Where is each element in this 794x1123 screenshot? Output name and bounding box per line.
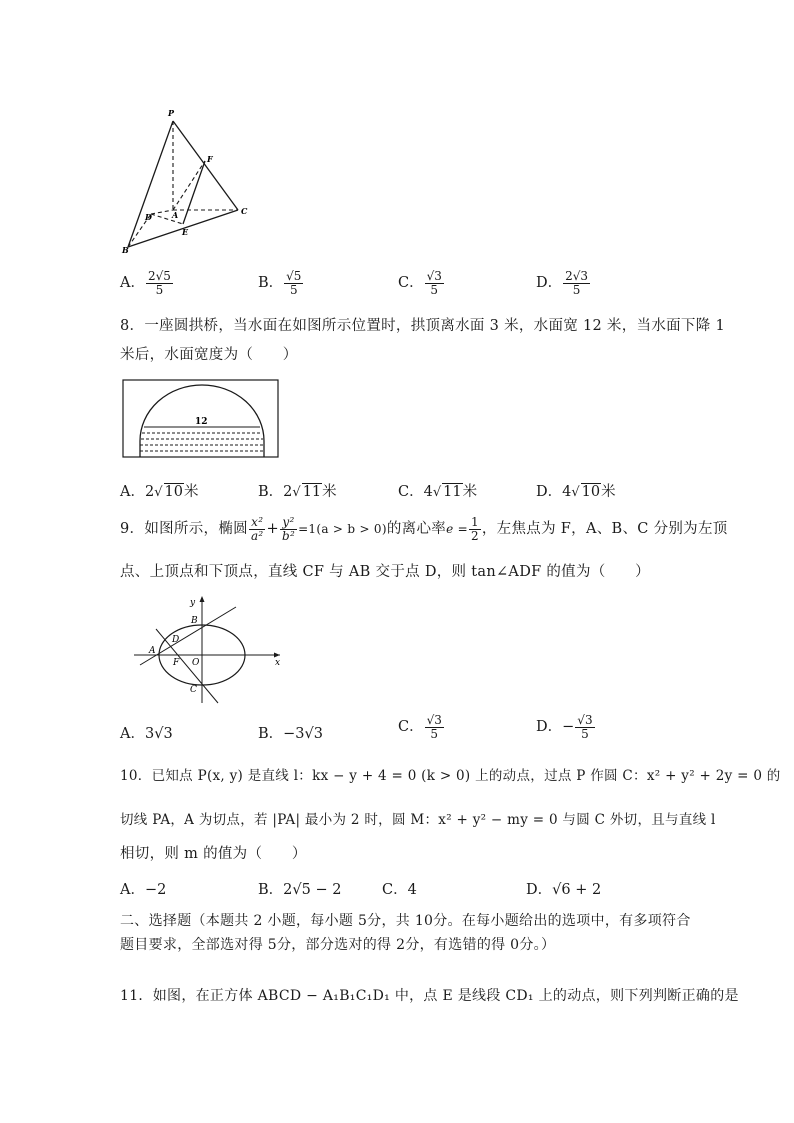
section2-line-1: 二、选择题（本题共 2 小题，每小题 5分，共 10分。在每小题给出的选项中，有多项符合: [120, 913, 691, 929]
ellipse-figure: [130, 593, 290, 705]
label-o: O: [192, 658, 200, 668]
q9-option-b: B．−3√3: [258, 726, 323, 742]
label-a: A: [172, 210, 179, 220]
q10-option-c: C．4: [382, 882, 417, 898]
q7-option-b: B． $\frac{√5}{5}$: [258, 269, 302, 297]
label-d: D: [172, 635, 180, 645]
q9-line-2: 点、上顶点和下顶点，直线 CF 与 AB 交于点 D，则 tan∠ADF 的值为（ ）: [120, 564, 650, 580]
label-p: P: [168, 108, 175, 118]
q9-line-1: 9．如图所示，椭圆 $\frac{\text{x²}}{\text{a²}}$ + $\frac{\text{y²}}{\text{b²}}$ =1(a > b > 0)的离心率e = $\frac{1}{2}$ ，左焦点为 F，A、B、C 分别为左顶: [120, 515, 728, 543]
q7-option-c: C． $\frac{√3}{5}$: [398, 269, 442, 297]
label-c: C: [241, 206, 248, 216]
width-label: 12: [195, 417, 208, 427]
q8-line-2: 米后，水面宽度为（ ）: [120, 347, 298, 363]
arch-bridge-figure: [122, 379, 280, 459]
label-b: B: [191, 616, 198, 626]
label-e: E: [182, 227, 189, 237]
label-c: C: [190, 685, 197, 695]
q9-option-d: D．− $\frac{√3}{5}$: [536, 713, 593, 741]
q9-option-c: C． $\frac{√3}{5}$: [398, 713, 442, 741]
q10-line-2: 切线 PA，A 为切点，若 |PA| 最小为 2 时，圆 M：x² + y² − my = 0 与圆 C 外切，且与直线 l: [120, 812, 716, 828]
section2-line-2: 题目要求，全部选对得 5分，部分选对的得 2分，有选错的得 0分。）: [120, 937, 556, 953]
label-x: x: [275, 658, 281, 668]
pyramid-figure: [118, 104, 258, 254]
q9-option-a: A．3√3: [120, 726, 173, 742]
label-f: F: [173, 658, 180, 668]
q8-line-1: 8．一座圆拱桥，当水面在如图所示位置时，拱顶离水面 3 米，水面宽 12 米，当水面下降 1: [120, 318, 725, 334]
label-y: y: [190, 598, 196, 608]
label-f: F: [207, 154, 213, 164]
q7-option-d: D． $\frac{2√3}{5}$: [536, 269, 589, 297]
q8-option-a: A．2√ 10米: [120, 484, 199, 500]
q10-option-a: A．−2: [120, 882, 167, 898]
label-b: B: [122, 245, 129, 254]
q10-line-3: 相切，则 m 的值为（ ）: [120, 846, 307, 862]
q11-line-1: 11．如图，在正方体 ABCD − A₁B₁C₁D₁ 中，点 E 是线段 CD₁ 上的动点，则下列判断正确的是: [120, 988, 739, 1004]
label-a: A: [149, 646, 156, 656]
q10-option-b: B．2√5 − 2: [258, 882, 342, 898]
q7-option-a: A． $\frac{2√5}{5}$: [120, 269, 171, 297]
q8-option-c: C．4√ 11米: [398, 484, 478, 500]
q10-option-d: D．√6 + 2: [526, 882, 602, 898]
q8-option-b: B．2√ 11米: [258, 484, 337, 500]
label-d: D: [145, 212, 152, 222]
q8-option-d: D．4√ 10米: [536, 484, 616, 500]
q10-line-1: 10．已知点 P(x, y) 是直线 l：kx − y + 4 = 0 (k > 0) 上的动点，过点 P 作圆 C：x² + y² + 2y = 0 的: [120, 768, 781, 784]
